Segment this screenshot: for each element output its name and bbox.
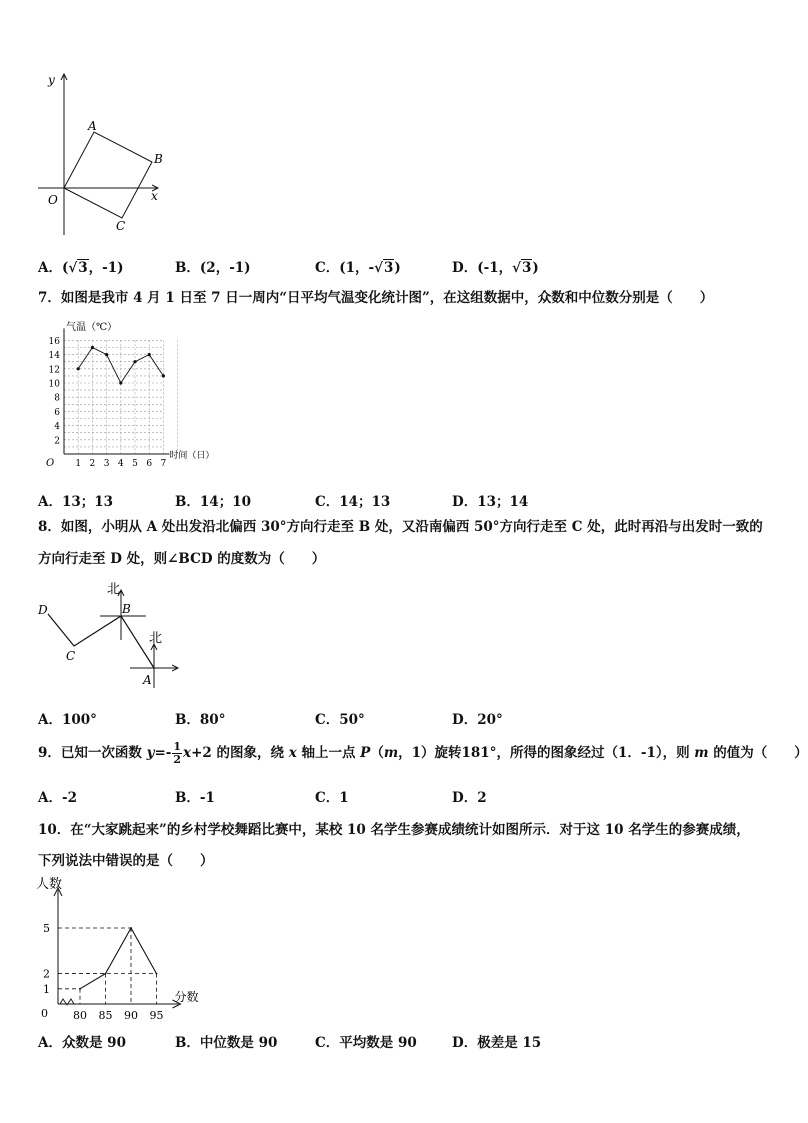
x-tick-label: 6: [146, 459, 153, 469]
q10-option-c[interactable]: C．平均数是 90: [315, 1035, 417, 1051]
x-tick-label: 95: [149, 1009, 164, 1022]
q6-option-a[interactable]: A．(√3，-1): [38, 260, 124, 276]
y-axis-title: 人数: [36, 877, 63, 892]
point-b-label: B: [122, 602, 131, 616]
origin-label: 0: [41, 1007, 48, 1020]
data-point: [119, 381, 122, 384]
point-b-label: B: [154, 152, 163, 166]
fraction-one-half: $\frac{1}{2}$: [173, 740, 182, 766]
y-tick-label: 2: [54, 436, 60, 447]
q7-option-a[interactable]: A．13；13: [38, 494, 114, 510]
y-tick-label: 10: [48, 379, 60, 390]
data-point: [133, 360, 136, 363]
y-tick-label: 4: [54, 422, 60, 433]
origin-label: O: [46, 458, 55, 469]
point-a-label: A: [88, 119, 97, 133]
y-tick-label: 14: [48, 351, 60, 362]
q9-option-a[interactable]: A．-2: [38, 790, 77, 806]
point-a-label: A: [143, 673, 152, 687]
q9-question: 9．已知一次函数 y=- $\frac{1}{2}$ x+2 的图象，绕 x 轴上一点 P（m，1）旋转181°，所得的图象经过（1．-1），则 m 的值为（ ）: [38, 740, 808, 766]
q6-option-d[interactable]: D．(-1，√3): [452, 260, 539, 276]
q9-option-d[interactable]: D．2: [452, 790, 487, 806]
y-tick-label: 2: [43, 967, 50, 981]
y-axis-title: 气温（℃）: [66, 322, 118, 333]
score-line: [80, 928, 157, 989]
x-tick-label: 85: [98, 1009, 113, 1022]
square-oabc: [64, 132, 152, 218]
north-label-b: 北: [107, 582, 121, 597]
point-c-label: C: [66, 649, 76, 663]
x-tick-label: 7: [160, 459, 167, 469]
north-label-a: 北: [149, 631, 163, 646]
point-c-label: C: [116, 219, 126, 233]
q6-coordinate-figure: [30, 70, 210, 240]
x-axis-label: x: [151, 189, 158, 203]
x-tick-label: 90: [124, 1009, 138, 1022]
data-point: [130, 927, 132, 929]
x-tick-label: 80: [73, 1009, 87, 1022]
q8-direction-figure: [30, 580, 190, 695]
walking-path: [48, 614, 154, 668]
q8-option-d[interactable]: D．20°: [452, 712, 503, 728]
y-tick-label: 5: [43, 922, 50, 935]
y-tick-label: 8: [54, 393, 60, 404]
q7-option-c[interactable]: C．14；13: [315, 494, 391, 510]
q6-option-c[interactable]: C．(1，-√3): [315, 260, 401, 276]
data-point: [79, 988, 81, 990]
y-tick-label: 6: [54, 407, 60, 418]
data-point: [148, 353, 151, 356]
x-axis-title: 分数: [174, 990, 199, 1004]
q8-option-b[interactable]: B．80°: [175, 712, 226, 728]
q8-question-line2: 方向行走至 D 处，则∠BCD 的度数为（ ）: [38, 551, 326, 567]
point-d-label: D: [38, 603, 48, 617]
q8-question-line1: 8．如图，小明从 A 处出发沿北偏西 30°方向行走至 B 处，又沿南偏西 50°方向行走至 C 处，此时再沿与出发时一致的: [38, 519, 763, 535]
q10-option-b[interactable]: B．中位数是 90: [175, 1035, 278, 1051]
q7-question: 7．如图是我市 4 月 1 日至 7 日一周内“日平均气温变化统计图”，在这组数据中，众数和中位数分别是（ ）: [38, 290, 714, 306]
data-point: [77, 367, 80, 370]
q7-option-d[interactable]: D．13；14: [452, 494, 529, 510]
q10-question-line1: 10．在“大家跳起来”的乡村学校舞蹈比赛中，某校 10 名学生参赛成绩统计如图所示．对于这 10 名学生的参赛成绩，: [38, 822, 750, 838]
q10-question-line2: 下列说法中错误的是（ ）: [38, 853, 214, 869]
y-tick-label: 1: [43, 982, 50, 996]
x-axis-title: 时间（日）: [169, 451, 215, 461]
data-point: [105, 973, 107, 975]
x-tick-label: 5: [132, 459, 138, 469]
q9-option-b[interactable]: B．-1: [175, 790, 215, 806]
y-axis-label: y: [48, 73, 55, 87]
q7-option-b[interactable]: B．14；10: [175, 494, 251, 510]
q7-temperature-chart: [40, 318, 230, 468]
q8-option-c[interactable]: C．50°: [315, 712, 365, 728]
q10-score-chart: [30, 872, 220, 1022]
data-point: [105, 353, 108, 356]
data-point: [162, 374, 165, 377]
q9-option-c[interactable]: C．1: [315, 790, 349, 806]
data-point: [156, 973, 158, 975]
q10-option-d[interactable]: D．极差是 15: [452, 1035, 542, 1051]
y-tick-label: 16: [48, 336, 60, 347]
q6-option-b[interactable]: B．(2，-1): [175, 260, 251, 276]
x-tick-label: 3: [103, 459, 110, 469]
x-tick-label: 2: [89, 459, 96, 469]
origin-label: O: [48, 193, 58, 207]
y-tick-label: 12: [48, 365, 60, 376]
q10-option-a[interactable]: A．众数是 90: [38, 1035, 126, 1051]
x-tick-label: 1: [75, 459, 82, 469]
data-point: [91, 346, 94, 349]
x-tick-label: 4: [117, 459, 124, 469]
q8-option-a[interactable]: A．100°: [38, 712, 97, 728]
